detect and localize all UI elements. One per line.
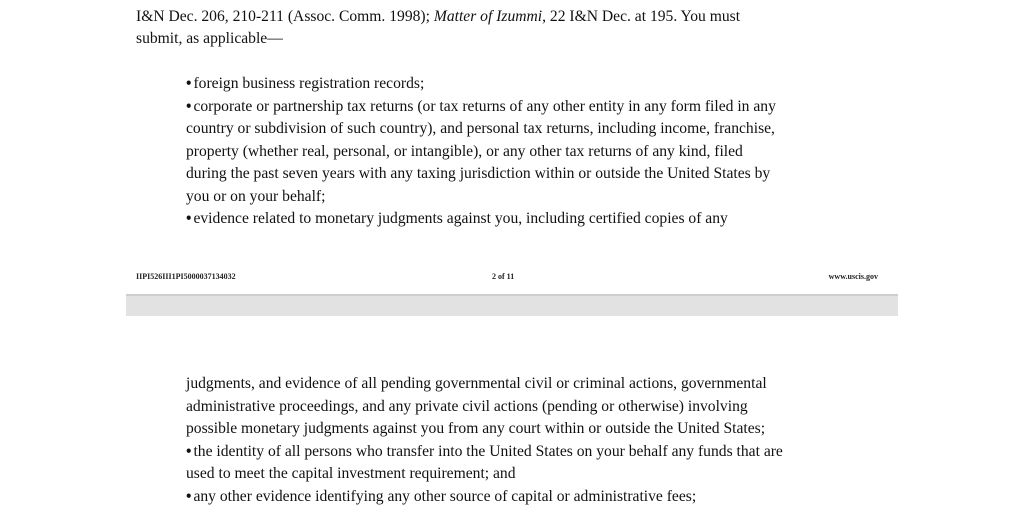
list-item-continuation: administrative proceedings, and any private civil actions (pending or otherwise) involving	[186, 397, 748, 415]
list-item-fund-transfers: • the identity of all persons who transfer into the United States on your behalf any funds that are	[186, 442, 783, 460]
list-item-continuation: country or subdivision of such country), and personal tax returns, including income, franchise,	[186, 120, 775, 137]
intro-line-1	[136, 6, 896, 28]
citation-text-continued: , 22 I&N Dec. at 195. You must	[542, 8, 741, 25]
page-footer	[136, 272, 878, 286]
list-item-monetary-judgments: • evidence related to monetary judgments against you, including certified copies of any	[186, 210, 728, 227]
bullet-icon: •	[186, 210, 192, 227]
case-name: Matter of Izummi	[433, 8, 543, 25]
list-item-continuation: possible monetary judgments against you from any court within or outside the United States;	[186, 420, 766, 437]
bullet-icon: •	[186, 487, 192, 505]
list-item-continuation: judgments, and evidence of all pending governmental civil or criminal actions, governmental	[186, 375, 767, 392]
list-item-continuation: you or on your behalf;	[186, 187, 326, 205]
intro-line-2: submit, as applicable—	[136, 30, 283, 47]
bullet-icon: •	[186, 442, 192, 460]
citation-text: I&N Dec. 206, 210-211 (Assoc. Comm. 1998);	[136, 8, 434, 25]
evidence-list	[186, 73, 886, 231]
page-separator	[126, 296, 898, 316]
list-item-continuation: during the past seven years with any taxing jurisdiction within or outside the United States by	[186, 165, 771, 182]
footer-website: www.uscis.gov	[828, 272, 878, 281]
footer-barcode-id: IIPI526III1PI5000037134032	[136, 272, 236, 281]
list-item-continuation: property (whether real, personal, or intangible), or any other tax returns of any kind, filed	[186, 142, 743, 160]
bullet-icon: •	[186, 97, 192, 115]
list-item-tax-returns: • corporate or partnership tax returns (or tax returns of any other entity in any form filed in any	[186, 97, 776, 115]
evidence-list-continued	[186, 373, 886, 508]
intro-paragraph	[136, 6, 896, 50]
list-item-foreign-registration: • foreign business registration records;	[186, 75, 425, 92]
list-item-other-evidence: • any other evidence identifying any other source of capital or administrative fees;	[186, 487, 697, 505]
list-item-continuation: used to meet the capital investment requirement; and	[186, 465, 516, 482]
bullet-icon: •	[186, 75, 192, 92]
footer-page-number: 2 of 11	[492, 272, 515, 281]
